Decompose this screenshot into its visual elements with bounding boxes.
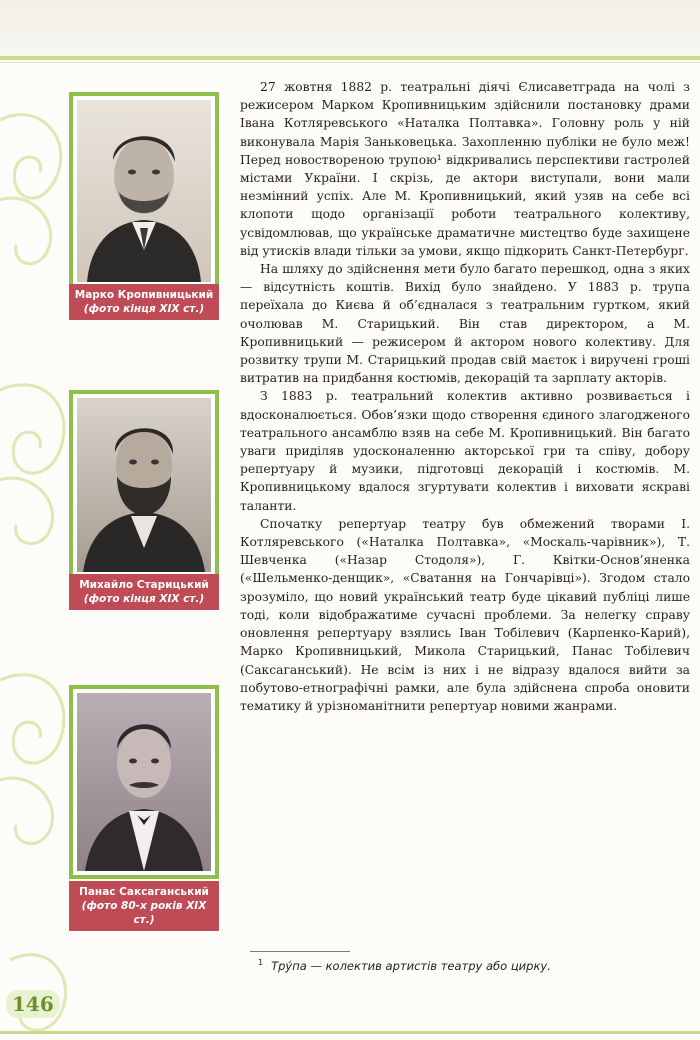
footnote-text: Тру́па — колектив артистів театру або цирку.: [271, 958, 551, 973]
paragraph: На шляху до здійснення мети було багато перешкод, одна з яких — відсутність коштів. Вихід було знайдено. У 1883 р. трупа переїхала до Києва й об’єдналася з театральним гуртком, який очолював М. Старицький. Він став директором, а М. Кропивницький — режисером й актором нового колективу. Для розвитку трупи М. Старицький продав свій маєток і виручені гроші витратив на придбання костюмів, декорацій та зарплату акторів.: [240, 262, 690, 386]
page-number: 146: [6, 990, 60, 1018]
footnote: [258, 955, 688, 974]
portrait-caption: [69, 284, 219, 320]
header-divider-thin: [0, 62, 700, 63]
portrait-name: Марко Кропивницький: [74, 289, 214, 301]
portrait-name: Михайло Старицький: [79, 579, 209, 591]
portrait-date-note: (фото кінця XIX ст.): [83, 593, 205, 605]
portrait-photo-frame: [69, 390, 219, 580]
footer-divider: [0, 1031, 700, 1034]
paragraph: З 1883 р. театральний колектив активно розвивається і вдосконалюється. Обов’язки щодо створення єдиного злагодженого театрального ансамблю взяв на себе М. Кропивницький. Він багато уваги приділяв удосконаленню акторської гри та співу, добору репертуару й музики, підготовці декорацій і костюмів. М. Кропивницькому вдалося згуртувати колектив і виховати яскраві таланти.: [240, 389, 690, 513]
portrait-photo-icon: [77, 693, 211, 871]
footnote-divider: [250, 951, 350, 952]
portrait-caption: [69, 881, 219, 931]
main-text-column: [240, 78, 690, 715]
portrait-date-note: (фото 80-х років XIX ст.): [81, 900, 207, 926]
portrait-date-note: (фото кінця XIX ст.): [83, 303, 205, 315]
swirl-ornament-icon: [0, 60, 80, 1040]
portrait-photo-icon: [77, 100, 211, 282]
header-divider: [0, 56, 700, 60]
portrait-photo-icon: [77, 398, 211, 572]
portrait-photo-frame: [69, 92, 219, 290]
footnote-mark: 1: [258, 958, 264, 967]
portrait-photo-frame: [69, 685, 219, 879]
portrait-name: Панас Саксаганський: [79, 886, 209, 898]
paragraph: 27 жовтня 1882 р. театральні діячі Єлисаветграда на чолі з режисером Марком Кропивницьким здійснили постановку драми Івана Котляревського «Наталка Полтавка». Головну роль у ній виконувала Марія Заньковецька. Захопленню публіки не було меж! Перед новоствореною трупою¹ відкривались перспективи гастролей містами України. І скрізь, де актори виступали, вони мали незмінний успіх. Але М. Кропивницький, який узяв на себе всі клопоти щодо організації роботи театрального колективу, усвідомлював, що українське драматичне мистецтво буде захищене від утисків влади тільки за умови, якщо підкорить Санкт-Петербург.: [240, 80, 690, 258]
paragraph: Спочатку репертуар театру був обмежений творами І. Котляревського («Наталка Полтавка», «Москаль-чарівник»), Т. Шевченка («Назар Стодоля»), Г. Квітки-Основ’яненка («Шельменко-денщик», «Сватання на Гончарівці»). Згодом стало зрозуміло, що новий український театр буде цікавий публіці лише тоді, коли відображатиме сучасні проблеми. За нелегку справу оновлення репертуару взялись Іван Тобілевич (Карпенко-Карий), Марко Кропивницький, Микола Старицький, Панас Тобілевич (Саксаганський). Не всім із них і не відразу вдалося вийти за побутово-етнографічні рамки, але була здійснена спроба оновити тематику й урізноманітнити репертуар новими жанрами.: [240, 516, 690, 713]
page-header-band: [0, 0, 700, 56]
portrait-caption: [69, 574, 219, 610]
